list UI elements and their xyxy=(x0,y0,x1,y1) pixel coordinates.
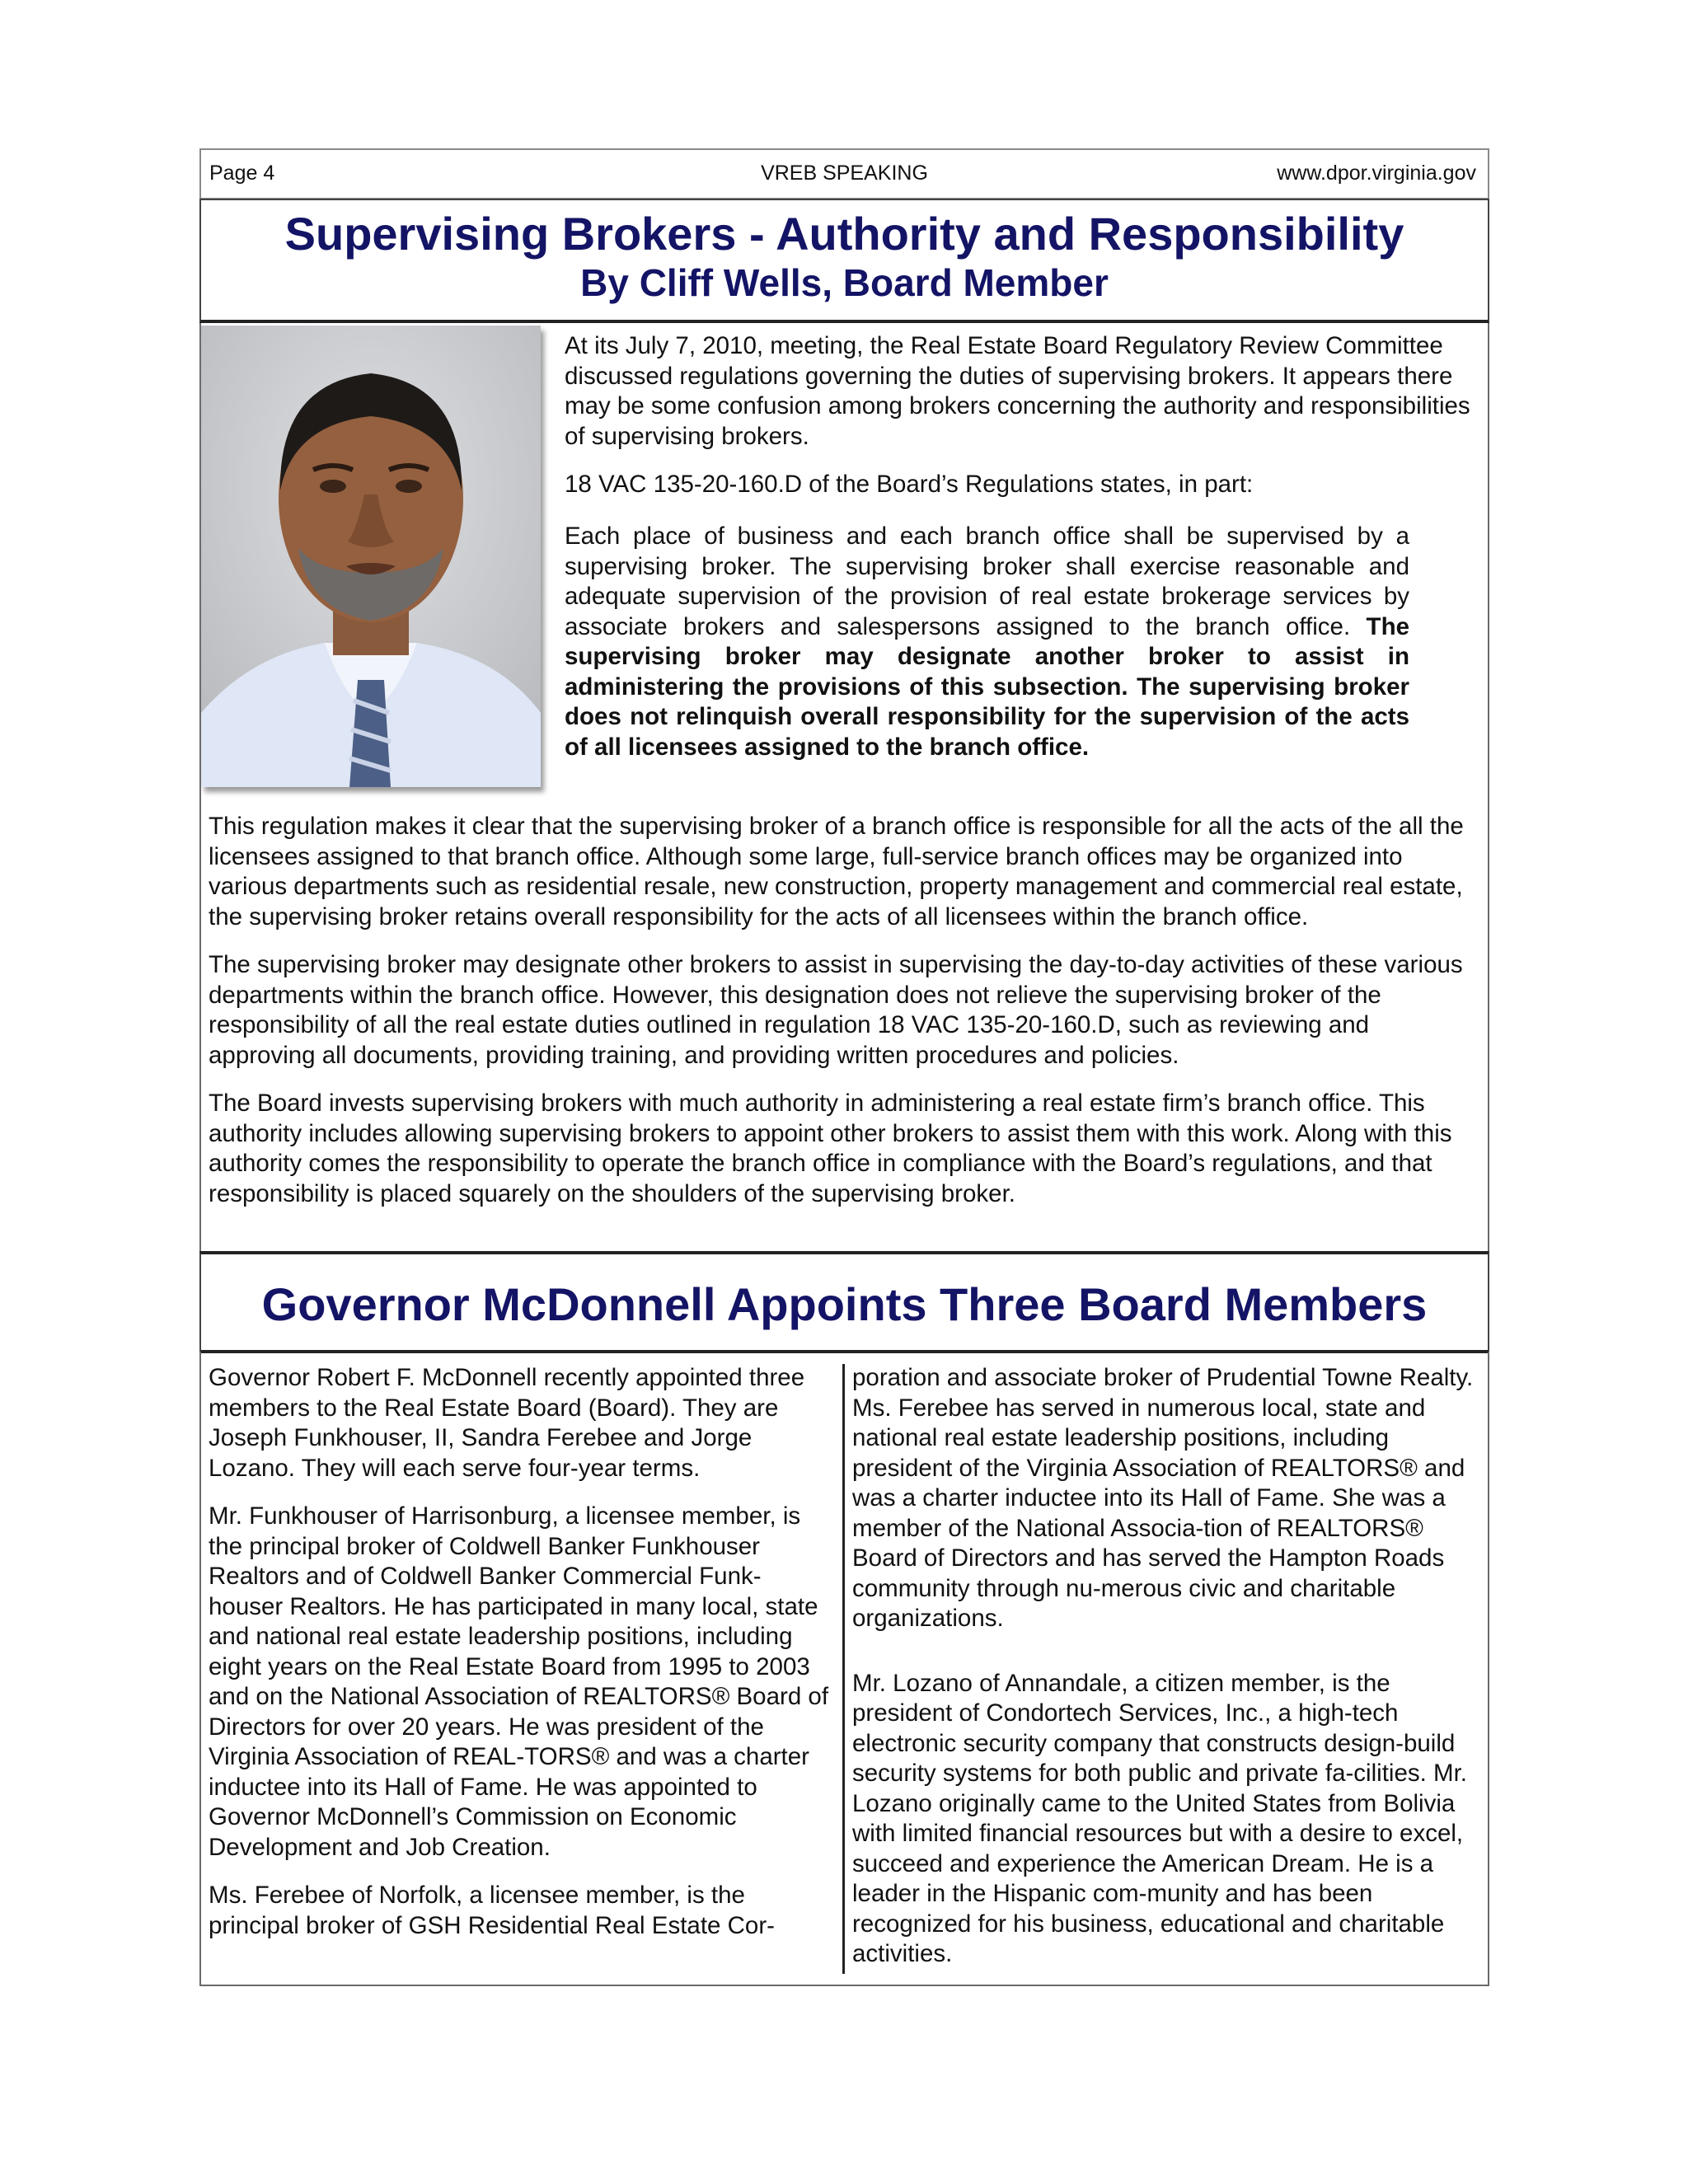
article1-body xyxy=(209,812,1478,1227)
page-number: Page 4 xyxy=(209,162,275,185)
intro-paragraph: At its July 7, 2010, meeting, the Real Estate Board Regulatory Review Committee discussed regulations governing the duties of supervising brokers. It appears there may be some confusion among brokers concerning the authority and responsibilities of supervising brokers. xyxy=(565,332,1470,450)
column-paragraph: Mr. Lozano of Annandale, a citizen member, is the president of Condortech Services, Inc., a high-tech electronic security company that constructs design-build security systems for both public and private fa-cilities. Mr. Lozano originally came to the United States from Bolivia with limited financial resources but with a desire to excel, succeed and experience the American Dream. He is a leader in the Hispanic com-munity and has been recognized for his business, educational and charitable activities. xyxy=(852,1669,1467,1967)
body-paragraph: The Board invests supervising brokers with much authority in administering a real estate firm’s branch office. This authority includes allowing supervising brokers to appoint other brokers to assist them with this work. Along with this authority comes the responsibility to operate the branch office in compliance with the Board’s regulations, and that responsibility is placed squarely on the shoulders of the supervising broker. xyxy=(209,1090,1452,1207)
body-paragraph: The supervising broker may designate other brokers to assist in supervising the day-to-day activities of these various departments within the branch office. However, this designation does not relieve the supervising broker of the responsibility of all the real estate duties outlined in regulation 18 VAC 135-20-160.D, such as reviewing and approving all documents, providing training, and providing written procedures and policies. xyxy=(209,951,1463,1069)
column-paragraph: Mr. Funkhouser of Harrisonburg, a licensee member, is the principal broker of Coldwell Banker Funkhouser Realtors and of Coldwell Banker Commercial Funk-houser Realtors. He has participated in many local, state and national real estate leadership positions, including eight years on the Real Estate Board from 1995 to 2003 and on the National Association of REALTORS® Board of Directors for over 20 years. He was president of the Virginia Association of REAL-TORS® and was a charter inductee into its Hall of Fame. He was appointed to Governor McDonnell’s Commission on Economic Development and Job Creation. xyxy=(209,1502,829,1861)
article2-left-column xyxy=(209,1363,835,1959)
column-divider xyxy=(842,1364,845,1974)
article2-right-column xyxy=(852,1363,1484,1988)
intro-paragraph: 18 VAC 135-20-160.D of the Board’s Regulations states, in part: xyxy=(565,471,1254,498)
regulation-quote xyxy=(565,522,1409,762)
article1-intro xyxy=(565,331,1471,518)
quote-plain-text: Each place of business and each branch office shall be supervised by a supervising broker. The supervising broker shall exercise reasonable and adequate supervision of the provision of real estate brokerage services by associate brokers and salespersons assigned to the branch office. xyxy=(565,523,1409,640)
column-paragraph: Governor Robert F. McDonnell recently appointed three members to the Real Estate Board (Board). They are Joseph Funkhouser, II, Sandra Ferebee and Jorge Lozano. They will each serve four-year terms. xyxy=(209,1364,805,1482)
quote-bold-text: The supervising broker may designate another broker to assist in administering the provisions of this subsection. The supervising broker does not relinquish overall responsibility for the supervision of the acts of all licensees assigned to the branch office. xyxy=(565,612,1409,761)
page-header xyxy=(199,148,1489,199)
article1-title: Supervising Brokers - Authority and Responsibility xyxy=(284,208,1404,260)
author-photo xyxy=(201,326,541,787)
column-paragraph: Ms. Ferebee of Norfolk, a licensee member, is the principal broker of GSH Residential Real Estate Cor- xyxy=(209,1882,775,1939)
article1-byline: By Cliff Wells, Board Member xyxy=(580,261,1109,304)
article1-title-box xyxy=(199,199,1489,323)
article2-title-box xyxy=(199,1251,1489,1353)
body-paragraph: This regulation makes it clear that the supervising broker of a branch office is responsible for all the acts of the all the licensees assigned to that branch office. Although some large, full-service branch offices may be organized into various departments such as residential resale, new construction, property management and commercial real estate, the supervising broker retains overall responsibility for the acts of all licensees within the branch office. xyxy=(209,813,1464,930)
newsletter-name: VREB SPEAKING xyxy=(761,162,928,185)
article2-title: Governor McDonnell Appoints Three Board Members xyxy=(261,1278,1428,1330)
column-paragraph: poration and associate broker of Prudential Towne Realty. Ms. Ferebee has served in numerous local, state and national real estate leadership positions, including president of the Virginia Association of REALTORS® and was a charter inductee into its Hall of Fame. She was a member of the National Associa-tion of REALTORS® Board of Directors and has served the Hampton Roads community through nu-merous civic and charitable organizations. xyxy=(852,1364,1474,1632)
website-url[interactable]: www.dpor.virginia.gov xyxy=(1277,162,1476,185)
